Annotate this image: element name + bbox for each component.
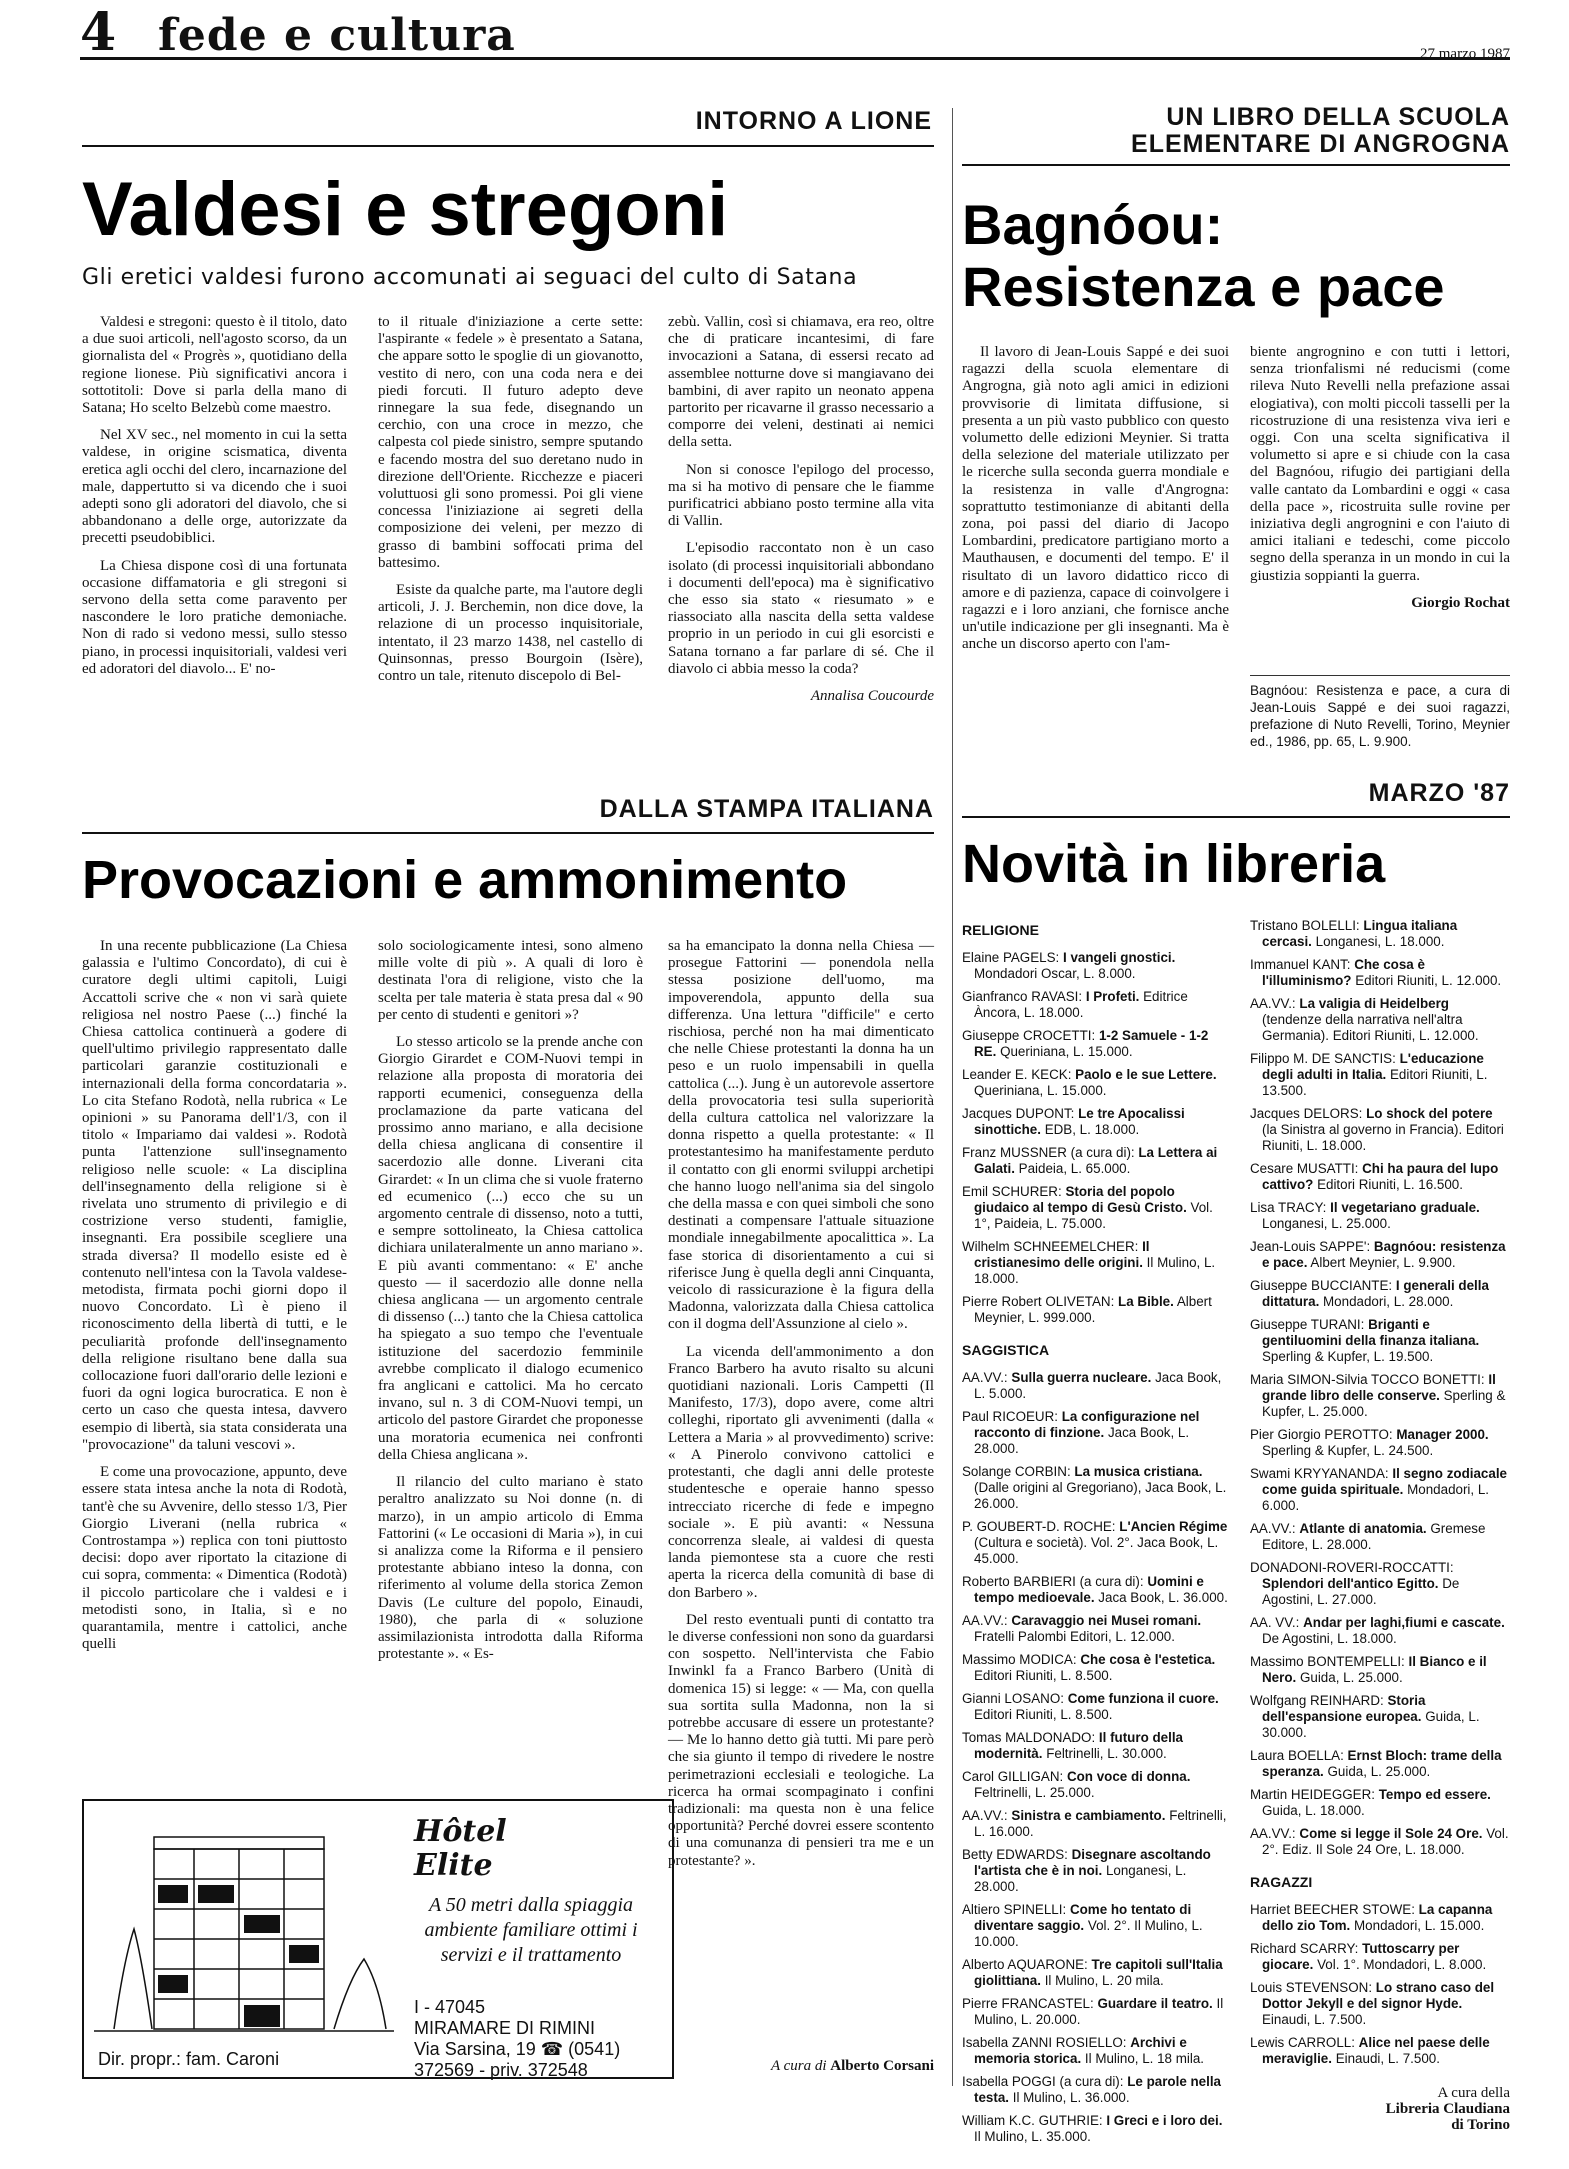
book-entry [962, 2074, 1232, 2106]
book-entry [962, 1996, 1232, 2028]
book-entry [1250, 1106, 1510, 1154]
book-author: AA.VV.: [962, 1613, 1008, 1628]
book-title: L'Ancien Régime [1119, 1519, 1228, 1534]
book-entry [962, 1106, 1232, 1138]
art4-kicker: MARZO '87 [1368, 779, 1510, 807]
book-title: Il futuro della modernità. [974, 1730, 1183, 1761]
book-entry [962, 1067, 1232, 1099]
book-author: Isabella POGGI (a cura di): [962, 2074, 1124, 2089]
book-title: I Profeti. [1085, 989, 1140, 1004]
book-title: 1-2 Samuele - 1-2 RE. [974, 1028, 1209, 1059]
book-entry [962, 1519, 1232, 1567]
book-author: AA.VV.: [1250, 1521, 1296, 1536]
book-publisher: Guida, L. 25.000. [1299, 1670, 1403, 1685]
book-author: Lisa TRACY: [1250, 1200, 1327, 1215]
books-column-2 [1250, 918, 1510, 2133]
book-author: Jacques DUPONT: [962, 1106, 1075, 1121]
book-author: P. GOUBERT-D. ROCHE: [962, 1519, 1116, 1534]
book-entry [1250, 1278, 1510, 1310]
book-entry [962, 950, 1232, 982]
book-list-ragazzi [1250, 1902, 1510, 2067]
book-publisher: Mondadori, L. 15.000. [1354, 1918, 1485, 1933]
book-author: Cesare MUSATTI: [1250, 1161, 1359, 1176]
book-author: Elaine PAGELS: [962, 950, 1060, 965]
book-author: AA. VV.: [1250, 1615, 1300, 1630]
book-author: Wolfgang REINHARD: [1250, 1693, 1384, 1708]
book-entry [1250, 996, 1510, 1044]
book-publisher: Vol. 2°. Il Mulino, L. 10.000. [974, 1918, 1203, 1949]
book-publisher: Feltrinelli, L. 25.000. [974, 1785, 1095, 1800]
book-author: William K.C. GUTHRIE: [962, 2113, 1103, 2128]
art2-kicker: UN LIBRO DELLA SCUOLA ELEMENTARE DI ANGROGNA [1131, 103, 1510, 158]
book-title: Andar per laghi,fiumi e cascate. [1303, 1615, 1505, 1630]
book-entry [1250, 1521, 1510, 1553]
book-author: Jean-Louis SAPPE': [1250, 1239, 1371, 1254]
book-entry [1250, 1372, 1510, 1420]
book-publisher: Fratelli Palombi Editori, L. 12.000. [974, 1629, 1175, 1644]
paragraph: Esiste da qualche parte, ma l'autore degli articoli, J. J. Berchemin, non dice dove, la relazione di un processo inquisitoriale, intentato, il 23 marzo 1438, nel castello di Quinsonnas, presso Bourgoin (Isère), contro un tale, ritenuto discepolo di Bel- [378, 582, 643, 685]
book-title: Il cristianesimo delle origini. [974, 1239, 1150, 1270]
book-publisher: (la Sinistra al governo in Francia). Editori Riuniti, L. 18.000. [1262, 1122, 1504, 1153]
masthead [80, 2, 1510, 63]
book-title: Storia dell'espansione europea. [1262, 1693, 1426, 1724]
category-religione: RELIGIONE [962, 922, 1040, 938]
book-entry [962, 1902, 1232, 1950]
art3-column-1 [82, 938, 347, 1796]
book-entry [962, 1652, 1232, 1684]
book-publisher: De Agostini, L. 27.000. [1262, 1576, 1460, 1607]
book-publisher: Guida, L. 18.000. [1262, 1803, 1365, 1818]
book-publisher: Il Mulino, L. 20.000. [974, 1996, 1224, 2027]
book-author: Roberto BARBIERI (a cura di): [962, 1574, 1144, 1589]
book-title: Tempo ed essere. [1378, 1787, 1491, 1802]
book-entry [1250, 1980, 1510, 2028]
book-author: Harriet BEECHER STOWE: [1250, 1902, 1415, 1917]
book-entry [962, 1370, 1232, 1402]
paragraph: In una recente pubblicazione (La Chiesa galassia e l'ultimo Concordato), di cui è curatore degli ultimi capitoli, Luigi Accattoli scrive che « non vi sarà quiete religiosa nel nostro Paese (...) finché la Chiesa cattolica continuerà a godere di quell'ultimo privilegio rappresentato dalle particolari garanzie costituzionali e internazionali della forma concordataria ». Lo cita Stefano Rodotà, nella rubrica « Le opinioni » su Panorama dell'1/3, con il titolo « Impariamo dai valdesi ». Rodotà punta l'attenzione sull'insegnamento religioso nelle scuole: « La disciplina dell'insegnamento della religione si è rivelata uno strumento di privilegio e di costrizione verso studenti, famiglie, insegnanti. Era possibile scegliere una strada diversa? Il modello esiste ed è contenuto nell'intesa con la Tavola valdese-metodista, firmata pochi giorni dopo il nuovo Concordato. Lì è pieno il riconoscimento della libertà di tutti, e le peculiarità profonde dell'insegnamento della religione risultano bene dalla sua collocazione fuori dall'orario delle lezioni e fuori da ogni logica burocratica. E non è certo un caso che questa intesa, davvero esempio di libertà, sia stata considerata una "provocazione" da taluni vescovi ». [82, 938, 347, 1453]
book-title: La configurazione nel racconto di finzione. [974, 1409, 1200, 1440]
books-column-1 [962, 918, 1232, 2144]
book-publisher: De Agostini, L. 18.000. [1262, 1631, 1397, 1646]
book-entry [962, 1574, 1232, 1606]
book-title: Storia del popolo giudaico al tempo di Gesù Cristo. [974, 1184, 1187, 1215]
book-title: Tre capitoli sull'Italia giolittiana. [974, 1957, 1223, 1988]
book-entry [962, 1730, 1232, 1762]
book-author: Paul RICOEUR: [962, 1409, 1058, 1424]
paragraph: solo sociologicamente intesi, sono almeno mille volte di più ». A quali di loro è destinata l'ora di religione, visto che la scelta per tale materia è stata presa dal « 90 per cento di studenti e genitori »? [378, 938, 643, 1023]
art3-column-3 [668, 938, 934, 2038]
book-entry [1250, 1826, 1510, 1858]
book-publisher: Editrice Àncora, L. 18.000. [974, 989, 1188, 1020]
paragraph: Non si conosce l'epilogo del processo, ma si ha motivo di pensare che le fiamme purificatrici abbiano posto termine alla vita di Vallin. [668, 461, 934, 530]
art2-book-caption: Bagnóou: Resistenza e pace, a cura di Jean-Louis Sappé e dei suoi ragazzi, prefazione di Nuto Revelli, Torino, Meynier ed., 1986, pp. 65, L. 9.900. [1250, 675, 1510, 750]
book-title: Briganti e gentiluomini della finanza italiana. [1262, 1317, 1480, 1348]
hotel-name: Hôtel Elite [414, 1814, 507, 1883]
book-entry [962, 1464, 1232, 1512]
hotel-advertisement [82, 1799, 674, 2079]
book-author: Solange CORBIN: [962, 1464, 1071, 1479]
book-author: AA.VV.: [962, 1370, 1008, 1385]
book-publisher: Editori Riuniti, L. 12.000. [1355, 973, 1502, 988]
book-publisher: Il Mulino, L. 20 mila. [1044, 1973, 1164, 1988]
book-author: Pierre Robert OLIVETAN: [962, 1294, 1115, 1309]
hotel-address: I - 47045 MIRAMARE DI RIMINI Via Sarsina, 19 ☎ (0541) 372569 - priv. 372548 [414, 1997, 621, 2080]
book-title: La Lettera ai Galati. [974, 1145, 1218, 1176]
category-ragazzi: RAGAZZI [1250, 1874, 1313, 1890]
book-publisher: Mondadori, L. 28.000. [1323, 1294, 1454, 1309]
book-title: La capanna dello zio Tom. [1262, 1902, 1493, 1933]
book-publisher: Mondadori Oscar, L. 8.000. [974, 966, 1136, 981]
book-title: I generali della dittatura. [1262, 1278, 1489, 1309]
book-entry [962, 1691, 1232, 1723]
book-author: Pier Giorgio PEROTTO: [1250, 1427, 1393, 1442]
book-author: Pierre FRANCASTEL: [962, 1996, 1094, 2011]
book-author: Giuseppe CROCETTI: [962, 1028, 1096, 1043]
book-entry [962, 1613, 1232, 1645]
book-author: Massimo BONTEMPELLI: [1250, 1654, 1405, 1669]
book-author: Jacques DELORS: [1250, 1106, 1363, 1121]
book-author: Isabella ZANNI ROSIELLO: [962, 2035, 1127, 2050]
book-publisher: Queriniana, L. 15.000. [974, 1083, 1107, 1098]
book-title: Manager 2000. [1396, 1427, 1489, 1442]
book-publisher: Albert Meynier, L. 999.000. [974, 1294, 1212, 1325]
paragraph: L'episodio raccontato non è un caso isolato (di processi inquisitoriali abbondano i documenti dell'epoca) ma è significativo che esso sia stato « riesumato » e riassociato alla nascita della setta valdese proprio in un periodo in cui gli esorcisti e Satana tornano a far parlare di sé. Che il diavolo ci abbia messo la coda? [668, 540, 934, 677]
book-author: Giuseppe TURANI: [1250, 1317, 1365, 1332]
book-title: La Bible. [1118, 1294, 1174, 1309]
book-publisher: EDB, L. 18.000. [1044, 1122, 1140, 1137]
book-title: Caravaggio nei Musei romani. [1011, 1613, 1202, 1628]
art2-column-2 [1250, 344, 1510, 669]
book-title: Il Bianco e il Nero. [1262, 1654, 1487, 1685]
book-title: Che cosa è l'estetica. [1080, 1652, 1216, 1667]
book-title: Come si legge il Sole 24 Ore. [1299, 1826, 1483, 1841]
book-author: Massimo MODICA: [962, 1652, 1077, 1667]
book-title: La musica cristiana. [1074, 1464, 1203, 1479]
art2-byline: Giorgio Rochat [1411, 594, 1510, 611]
book-publisher: Guida, L. 25.000. [1327, 1764, 1431, 1779]
art3-headline: Provocazioni e ammonimento [82, 850, 848, 910]
book-entry [1250, 1317, 1510, 1365]
paragraph: E come una provocazione, appunto, deve essere stata intesa anche la nota di Rodotà, tant'è che su Avvenire, dello stesso 1/3, Pier Giorgio Liverani (nella rubrica « Controstampa ») replica con toni piuttosto decisi: dopo aver riportato la citazione di cui sopra, commenta: « Dimentica (Rodotà) il piccolo particolare che i valdesi e i metodisti sono, in Italia, sì e no quarantamila, mentre i cattolici, anche quelli [82, 1464, 347, 1653]
book-author: Filippo M. DE SANCTIS: [1250, 1051, 1396, 1066]
book-title: Paolo e le sue Lettere. [1075, 1067, 1217, 1082]
book-title: Uomini e tempo medioevale. [974, 1574, 1204, 1605]
book-entry [1250, 1239, 1510, 1271]
paragraph: Il lavoro di Jean-Louis Sappé e dei suoi ragazzi della scuola elementare di Angrogna, già noto agli amici in edizioni provvisorie di limitata diffusione, si presenta a un più vasto pubblico con questo volumetto delle edizioni Meynier. Si tratta della selezione del materiale utilizzato per le ricerche sulla seconda guerra mondiale e la resistenza in valle d'Angrogna: soprattutto testimonianze di abitanti della zona, poi passi del diario di Jacopo Lombardini, predicatore partigiano morto a Mauthausen, e documenti del tempo. E' il risultato di un lavoro didattico ricco di amore e di pazienza, capace di coinvolgere i ragazzi e i loro anziani, che fornisce anche un'utile indicazione per gli insegnanti. Ma è anche un discorso aperto con l'am- [962, 344, 1229, 653]
book-entry [962, 2113, 1232, 2145]
paragraph: Il rilancio del culto mariano è stato peraltro analizzato su Noi donne (n. di marzo), in un ampio articolo di Emma Fattorini (« Le occasioni di Maria »), in cui si analizza come la Riforma e il pensiero protestante abbiano inteso la donna, con riferimento al volume della storica Zemon Davis (Le culture del popolo, Einaudi, 1980), che parla di « soluzione assimilazionista introdotta dalla Riforma protestante ». « Es- [378, 1474, 643, 1663]
book-author: Lewis CARROLL: [1250, 2035, 1355, 2050]
book-author: Tomas MALDONADO: [962, 1730, 1096, 1745]
art4-headline: Novità in libreria [962, 834, 1386, 894]
book-publisher: Vol. 2°. Ediz. Il Sole 24 Ore, L. 18.000. [1262, 1826, 1509, 1857]
art1-kicker: INTORNO A LIONE [695, 107, 932, 135]
book-title: Con voce di donna. [1066, 1769, 1191, 1784]
art3-byline: A cura di Alberto Corsani [770, 2058, 934, 2074]
book-title: Atlante di anatomia. [1299, 1521, 1427, 1536]
book-title: Bagnóou: resistenza e pace. [1262, 1239, 1506, 1270]
book-entry [1250, 1051, 1510, 1099]
book-entry [962, 1184, 1232, 1232]
art1-rule [82, 145, 934, 147]
book-author: Carol GILLIGAN: [962, 1769, 1064, 1784]
book-title: Come ho tentato di diventare saggio. [974, 1902, 1192, 1933]
book-publisher: Paideia, L. 65.000. [1018, 1161, 1131, 1176]
book-publisher: (Cultura e società). Vol. 2°. Jaca Book, L. 45.000. [974, 1535, 1219, 1566]
book-author: Alberto AQUARONE: [962, 1957, 1088, 1972]
art3-kicker: DALLA STAMPA ITALIANA [599, 795, 934, 823]
hotel-owner: Dir. propr.: fam. Caroni [98, 2049, 280, 2069]
book-entry [962, 1028, 1232, 1060]
book-title: Il grande libro delle conserve. [1262, 1372, 1496, 1403]
book-title: Splendori dell'antico Egitto. [1262, 1576, 1439, 1591]
book-entry [962, 1239, 1232, 1287]
paragraph: Nel XV sec., nel momento in cui la setta valdese, in origine scismatica, diventa eretica agli occhi del clero, incarnazione del male, dappertutto si va dicendo che i suoi adepti sono gli adoratori del diavolo, che si abbandonano a delle orge, autorizzate da precetti pseudobiblici. [82, 427, 347, 547]
book-author: Immanuel KANT: [1250, 957, 1351, 972]
book-publisher: Il Mulino, L. 18 mila. [1084, 2051, 1204, 2066]
book-publisher: Jaca Book, L. 36.000. [1098, 1590, 1228, 1605]
book-publisher: Feltrinelli, L. 16.000. [974, 1808, 1227, 1839]
book-author: Leander E. KECK: [962, 1067, 1072, 1082]
book-title: Ernst Bloch: trame della speranza. [1262, 1748, 1502, 1779]
book-publisher: Il Mulino, L. 35.000. [974, 2129, 1091, 2144]
book-author: Altiero SPINELLI: [962, 1902, 1067, 1917]
book-author: Swami KRYYANANDA: [1250, 1466, 1389, 1481]
art3-rule [82, 832, 934, 834]
book-author: AA.VV.: [962, 1808, 1008, 1823]
book-publisher: Editori Riuniti, L. 8.500. [974, 1707, 1113, 1722]
list-credit: A cura della Libreria Claudiana di Torino [1385, 2085, 1510, 2133]
book-publisher: Guida, L. 30.000. [1262, 1709, 1480, 1740]
book-title: Sinistra e cambiamento. [1011, 1808, 1166, 1823]
section-title: fede e cultura [158, 10, 516, 61]
art2-headline-line1: Bagnóou: [962, 193, 1224, 256]
book-author: Betty EDWARDS: [962, 1847, 1068, 1862]
art1-column-2 [378, 314, 643, 794]
book-publisher: Longanesi, L. 18.000. [1315, 934, 1445, 949]
book-entry [1250, 2035, 1510, 2067]
book-title: Le tre Apocalissi sinottiche. [974, 1106, 1185, 1137]
book-author: Giuseppe BUCCIANTE: [1250, 1278, 1393, 1293]
book-entry [962, 1957, 1232, 1989]
category-saggistica: SAGGISTICA [962, 1342, 1050, 1358]
book-publisher: Editori Riuniti, L. 16.500. [1317, 1177, 1463, 1192]
book-publisher: Editori Riuniti, L. 8.500. [974, 1668, 1113, 1683]
book-entry [962, 2035, 1232, 2067]
book-title: Il segno zodiacale come guida spirituale. [1262, 1466, 1507, 1497]
book-entry [1250, 1748, 1510, 1780]
book-publisher: Einaudi, L. 7.500. [1262, 2012, 1367, 2027]
book-author: DONADONI-ROVERI-ROCCATTI: [1250, 1560, 1454, 1575]
book-entry [1250, 1161, 1510, 1193]
book-author: Wilhelm SCHNEEMELCHER: [962, 1239, 1139, 1254]
column-divider [952, 796, 953, 2086]
book-title: Lingua italiana cercasi. [1262, 918, 1458, 949]
paragraph: La Chiesa dispone così di una fortunata occasione diffamatoria e gli stregoni si servono della setta come paravento per nascondere le loro pratiche demoniache. Non di rado si vedono messi, sullo stesso piano, in processi inquisitoriali, valdesi veri ed adoratori del diavolo... E' no- [82, 557, 347, 677]
book-author: Louis STEVENSON: [1250, 1980, 1373, 1995]
book-publisher: Vol. 1°, Paideia, L. 75.000. [974, 1200, 1213, 1231]
art1-subheadline: Gli eretici valdesi furono accomunati ai seguaci del culto di Satana [82, 265, 858, 290]
book-author: Laura BOELLA: [1250, 1748, 1344, 1763]
paragraph: biente angrognino e con tutti i lettori, senza trionfalismi né reducismi (come rileva Nuto Revelli nella prefazione assai elogiativa), con molti piccoli tasselli per la ricostruzione di una resistenza viva ieri e oggi. Con una scelta significativa il volumetto si apre e si chiude con la casa del Bagnóou, rifugio dei partigiani della valle cantato da Lombardini e oggi « casa della pace », ricostruita sulle rovine per iniziativa degli angrognini e con l'aiuto di amici italiani e tedeschi, come piccolo segno della speranza in un mondo in cui la giustizia soppianti la guerra. [1250, 344, 1510, 584]
book-entry [1250, 1941, 1510, 1973]
book-author: Maria SIMON-Silvia TOCCO BONETTI: [1250, 1372, 1485, 1387]
book-title: Sulla guerra nucleare. [1011, 1370, 1152, 1385]
book-title: La valigia di Heidelberg [1299, 996, 1449, 1011]
book-publisher: Sperling & Kupfer, L. 25.000. [1262, 1388, 1506, 1419]
book-entry [962, 1808, 1232, 1840]
book-entry [1250, 1693, 1510, 1741]
book-title: Tuttoscarry per giocare. [1262, 1941, 1460, 1972]
book-author: Gianni LOSANO: [962, 1691, 1064, 1706]
book-author: AA.VV.: [1250, 1826, 1296, 1841]
book-publisher: (Dalle origini al Gregoriano), Jaca Book, L. 26.000. [974, 1480, 1227, 1511]
paragraph: zebù. Vallin, così si chiamava, era reo, oltre che di praticare incantesimi, di fare invocazioni a Satana, di essersi recato ad assemblee notturne dove si mangiavano dei bambini, di aver rapito un neonato appena partorito per ricavarne il grasso necessario a comporre dei veleni, destinati ai nemici della setta. [668, 314, 934, 451]
book-publisher: Sperling & Kupfer, L. 19.500. [1262, 1349, 1434, 1364]
book-author: Richard SCARRY: [1250, 1941, 1359, 1956]
book-title: Alice nel paese delle meraviglie. [1262, 2035, 1490, 2066]
art3-column-2 [378, 938, 643, 1796]
book-list-religione [962, 950, 1232, 1326]
art1-headline: Valdesi e stregoni [82, 167, 729, 252]
book-publisher: Mondadori, L. 6.000. [1262, 1482, 1490, 1513]
book-publisher: Longanesi, L. 25.000. [1262, 1216, 1391, 1231]
book-publisher: Jaca Book, L. 5.000. [974, 1370, 1222, 1401]
paragraph: Valdesi e stregoni: questo è il titolo, dato a due suoi articoli, nell'agosto scorso, da un giornalista del « Progrès », quotidiano della regione lionese. Più significativi ancora i sottotitoli: Dove si parla della mano di Satana; Ho scelto Belzebù come maestro. [82, 314, 347, 417]
book-title: Le parole nella testa. [974, 2074, 1222, 2105]
book-entry [962, 989, 1232, 1021]
book-publisher: Il Mulino, L. 36.000. [1012, 2090, 1130, 2105]
paragraph: Del resto eventuali punti di contatto tra le diverse confessioni non sono da guardarsi con sospetto. Nell'intervista che Fabio Inwinkl fa a Franco Barbero (Unità di domenica 15) si legge: « — Ma, con quella sua sortita sulla Madonna, non la si potrebbe accusare di essere un protestante? — Me lo hanno detto già tutti. Mi pare però che sia giunto il tempo di rivedere le nostre perimetrazioni ecclesiali e teologiche. La ricerca ha ormai scompaginato i confini tradizionali: ma questa non è una felice opportunità? Perché dovrei essere scontento di una comunanza di pensieri tra me e un protestante? ». [668, 1611, 934, 1869]
book-entry [1250, 1427, 1510, 1459]
art4-rule [962, 816, 1510, 818]
book-publisher: Einaudi, L. 7.500. [1335, 2051, 1440, 2066]
book-entry [1250, 1560, 1510, 1608]
book-author: Gianfranco RAVASI: [962, 989, 1083, 1004]
book-author: Tristano BOLELLI: [1250, 918, 1360, 933]
art1-column-1 [82, 314, 347, 794]
book-entry [1250, 957, 1510, 989]
book-list-saggistica [962, 1370, 1232, 2145]
book-entry [1250, 1200, 1510, 1232]
book-title: Il vegetariano graduale. [1330, 1200, 1480, 1215]
book-publisher: Sperling & Kupfer, L. 24.500. [1262, 1443, 1434, 1458]
book-author: Martin HEIDEGGER: [1250, 1787, 1376, 1802]
book-author: AA.VV.: [1250, 996, 1296, 1011]
book-publisher: Il Mulino, L. 18.000. [974, 1255, 1216, 1286]
book-title: Archivi e memoria storica. [974, 2035, 1187, 2066]
book-publisher: Editori Riuniti, L. 13.500. [1262, 1067, 1488, 1098]
book-entry [962, 1769, 1232, 1801]
book-publisher: Longanesi, L. 28.000. [974, 1863, 1187, 1894]
book-publisher: (tendenze della narrativa nell'altra Germania). Editori Riuniti, L. 12.000. [1262, 1012, 1479, 1043]
paragraph: sa ha emancipato la donna nella Chiesa — prosegue Fattorini — ponendola nella stessa posizione dell'uomo, ma impoverendola, appunto della sua differenza. Una lettura "difficile" e certo rischiosa, perché non ha mai dimenticato che nelle Chiese protestanti la donna ha un peso e un ruolo impensabili in quella cattolica (...). Jung è un autorevole assertore della provocatoria tesi sulla superiorità della cultura cattolica nel valorizzare la donna rispetto a quella protestante: « Il protestantesimo ha manifestamente perduto il contatto con gli enormi sviluppi archetipi che hanno luogo nell'anima sia del singolo che della massa e con quei simboli che sono destinati a compensare l'attuale situazione mondiale innegabilmente apocalittica ». La fase storica di disorientamento a cui si riferisce Jung è quella degli anni Cinquanta, veicolo di rassicurazione è la figura della Madonna, valorizzata dalla Chiesa cattolica con il dogma dell'Assunzione al cielo ». [668, 938, 934, 1333]
book-entry [1250, 1902, 1510, 1934]
book-title: Che cosa è l'illuminismo? [1262, 957, 1425, 988]
paragraph: La vicenda dell'ammonimento a don Franco Barbero ha avuto risalto su alcuni quotidiani nazionali. Loris Campetti (Il Manifesto, 17/3), dopo avere, come altri colleghi, riportato gli avvenimenti (dalla « Lettera a Maria » al provvedimento) scrive: « A Pinerolo convivono cattolici e protestanti, che dagli anni delle proteste studentesche e operaie hanno spesso intrecciato ricerche di fede e impegno sociale ». E più avanti: « Nessuna concorrenza sleale, ai valdesi di questa landa piemontese sta a cuore che resti aperta la ricerca della comunità di base di don Barbero ». [668, 1343, 934, 1601]
book-title: I Greci e i loro dei. [1106, 2113, 1223, 2128]
column-divider [952, 108, 953, 798]
book-entry [1250, 1615, 1510, 1647]
art2-headline-line2: Resistenza e pace [962, 255, 1445, 318]
hotel-building-illustration [94, 1809, 394, 2041]
book-author: Emil SCHURER: [962, 1184, 1062, 1199]
book-entry [1250, 1787, 1510, 1819]
hotel-tagline: A 50 metri dalla spiaggia ambiente familiare ottimi i servizi e il trattamento [424, 1894, 638, 1966]
book-publisher: Albert Meynier, L. 9.900. [1310, 1255, 1456, 1270]
art2-rule [962, 164, 1510, 166]
book-title: Lo shock del potere [1366, 1106, 1493, 1121]
page-number: 4 [80, 2, 117, 63]
book-entry [962, 1294, 1232, 1326]
book-entry [1250, 918, 1510, 950]
book-publisher: Queriniana, L. 15.000. [1000, 1044, 1133, 1059]
art1-byline: Annalisa Coucourde [810, 688, 934, 705]
book-title: I vangeli gnostici. [1063, 950, 1176, 965]
book-publisher: Gremese Editore, L. 28.000. [1262, 1521, 1486, 1552]
book-entry [1250, 1654, 1510, 1686]
book-list-continued [1250, 918, 1510, 1858]
book-title: Disegnare ascoltando l'artista che è in noi. [974, 1847, 1211, 1878]
book-publisher: Jaca Book, L. 28.000. [974, 1425, 1190, 1456]
art2-column-1 [962, 344, 1229, 794]
book-publisher: Feltrinelli, L. 30.000. [1046, 1746, 1167, 1761]
book-publisher: Vol. 1°. Mondadori, L. 8.000. [1317, 1957, 1487, 1972]
paragraph: to il rituale d'iniziazione a certe sette: l'aspirante « fedele » è presentato a Satana, che appare sotto le spoglie di un giovanotto, vestito di nero, con una coda nera e dei piedi forcuti. Il futuro adepto deve rinnegare la sua fede, disegnando un cerchio, con una croce in mezzo, che calpesta col piede sinistro, sempre sputando e facendo mostra del suo deretano nudo in direzione dell'Oriente. Ricchezze e piaceri voluttuosi gli sono promessi. Poi gli viene concessa l'iniziazione ai segreti della composizione dei veleni, per mezzo di grasso di bambini soffocati prima del battesimo. [378, 314, 643, 571]
book-title: L'educazione degli adulti in Italia. [1262, 1051, 1484, 1082]
book-title: Lo strano caso del Dottor Jekyll e del signor Hyde. [1262, 1980, 1495, 2011]
book-title: Guardare il teatro. [1097, 1996, 1213, 2011]
art1-column-3 [668, 314, 934, 794]
book-entry [1250, 1466, 1510, 1514]
issue-date: 27 marzo 1987 [1420, 46, 1510, 62]
book-entry [962, 1409, 1232, 1457]
book-title: Come funziona il cuore. [1067, 1691, 1219, 1706]
book-author: Franz MUSSNER (a cura di): [962, 1145, 1135, 1160]
paragraph: Lo stesso articolo se la prende anche con Giorgio Girardet e COM-Nuovi tempi in relazione alla proposta di moratoria dei rapporti ecumenici, conseguenza della proclamazione da parte vaticana del prossimo anno mariano, e alla decisione della chiesa anglicana di consentire il sacerdozio alle donne. Liverani cita Girardet: « In un clima che si vuole fraterno ed ecumenico (...) ecco che su un argomento centrale di dissenso, noto a tutti, e sempre sottolineato, la Chiesa cattolica dichiara unilateralmente un anno mariano ». E più avanti commentano: « E' anche questo — il sacerdozio alle donne nella chiesa anglicana — un argomento centrale di dissenso (...) tanto che la Chiesa cattolica ha spiegato a suo tempo che l'eventuale istituzione del sacerdozio femminile avrebbe complicato il dialogo ecumenico fra anglicani e cattolici. Ma ho cercato invano, sul n. 3 di COM-Nuovi tempi, un articolo del pastore Girardet che proponesse una moratoria ecumenica nei confronti della Chiesa anglicana ». [378, 1034, 643, 1463]
book-entry [962, 1145, 1232, 1177]
book-entry [962, 1847, 1232, 1895]
book-title: Chi ha paura del lupo cattivo? [1262, 1161, 1499, 1192]
